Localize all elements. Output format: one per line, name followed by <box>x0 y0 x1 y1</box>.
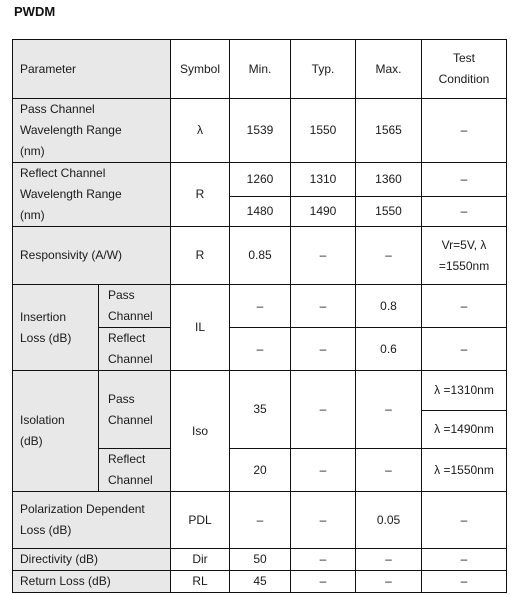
header-test-condition-line1: Test <box>452 51 475 65</box>
param-isolation <box>13 371 99 492</box>
symbol-cell: Iso <box>171 371 230 492</box>
table-row <box>13 99 507 163</box>
condition-cell: – <box>422 571 507 593</box>
spec-table <box>12 39 507 593</box>
param-line: Reflect Channel <box>20 166 106 180</box>
param-line: Insertion <box>20 309 67 324</box>
max-cell: 0.8 <box>356 285 422 328</box>
symbol-cell: λ <box>171 99 230 163</box>
header-row <box>13 40 507 99</box>
table-row <box>13 227 507 285</box>
condition-cell: λ =1490nm <box>422 411 507 449</box>
param-responsivity: Responsivity (A/W) <box>13 227 171 285</box>
header-test-condition-line2: Condition <box>438 72 490 86</box>
condition-line: =1550nm <box>438 258 490 273</box>
param-line: Wavelength Range <box>20 187 122 201</box>
sub-param-reflect-channel <box>99 328 171 371</box>
condition-cell: – <box>422 549 507 571</box>
param-line: Polarization Dependent <box>20 502 145 516</box>
param-directivity: Directivity (dB) <box>13 549 171 571</box>
sub-param-line: Channel <box>108 352 153 366</box>
min-cell: – <box>230 328 291 371</box>
max-cell: 1565 <box>356 99 422 163</box>
condition-cell: λ =1310nm <box>422 371 507 411</box>
typ-cell: 1550 <box>291 99 356 163</box>
max-cell: 1360 <box>356 163 422 197</box>
param-line: Loss (dB) <box>20 523 72 537</box>
symbol-cell: IL <box>171 285 230 371</box>
max-cell: 1550 <box>356 197 422 227</box>
condition-cell <box>422 227 507 285</box>
min-cell: 45 <box>230 571 291 593</box>
sub-param-line: Channel <box>108 309 153 323</box>
sub-param-line: Pass <box>108 391 135 406</box>
header-typ: Typ. <box>291 40 356 99</box>
header-test-condition <box>422 40 507 99</box>
typ-cell: 1310 <box>291 163 356 197</box>
header-max: Max. <box>356 40 422 99</box>
max-cell: – <box>356 227 422 285</box>
header-min: Min. <box>230 40 291 99</box>
min-cell: 0.85 <box>230 227 291 285</box>
condition-cell: – <box>422 197 507 227</box>
param-pass-channel-wavelength <box>13 99 171 163</box>
min-cell: 1480 <box>230 197 291 227</box>
min-cell: – <box>230 492 291 549</box>
symbol-cell: R <box>171 227 230 285</box>
sub-param-line: Reflect <box>108 452 146 466</box>
max-cell: – <box>356 571 422 593</box>
typ-cell: – <box>291 449 356 492</box>
condition-cell: – <box>422 492 507 549</box>
max-cell: – <box>356 549 422 571</box>
typ-cell: – <box>291 571 356 593</box>
condition-cell: – <box>422 328 507 371</box>
table-row <box>13 371 507 411</box>
sub-param-pass-channel <box>99 371 171 449</box>
min-cell: 20 <box>230 449 291 492</box>
table-row <box>13 492 507 549</box>
typ-cell: – <box>291 549 356 571</box>
condition-cell: – <box>422 285 507 328</box>
header-symbol: Symbol <box>171 40 230 99</box>
condition-cell: λ =1550nm <box>422 449 507 492</box>
symbol-cell: PDL <box>171 492 230 549</box>
typ-cell: – <box>291 328 356 371</box>
symbol-cell: R <box>171 163 230 227</box>
sub-param-line: Pass <box>108 288 135 302</box>
table-row <box>13 163 507 197</box>
param-line: (nm) <box>20 208 45 222</box>
min-cell: 50 <box>230 549 291 571</box>
param-line: (nm) <box>20 144 45 158</box>
typ-cell: 1490 <box>291 197 356 227</box>
max-cell: – <box>356 449 422 492</box>
min-cell: 1539 <box>230 99 291 163</box>
table-row <box>13 571 507 593</box>
typ-cell: – <box>291 371 356 449</box>
table-row <box>13 549 507 571</box>
sub-param-pass-channel <box>99 285 171 328</box>
min-cell: 1260 <box>230 163 291 197</box>
param-reflect-channel-wavelength <box>13 163 171 227</box>
sub-param-line: Channel <box>108 473 153 487</box>
param-return-loss: Return Loss (dB) <box>13 571 171 593</box>
max-cell: – <box>356 371 422 449</box>
min-cell: 35 <box>230 371 291 449</box>
param-line: Wavelength Range <box>20 123 122 137</box>
param-pdl <box>13 492 171 549</box>
sub-param-line: Channel <box>108 412 153 427</box>
sub-param-reflect-channel <box>99 449 171 492</box>
typ-cell: – <box>291 492 356 549</box>
condition-cell: – <box>422 99 507 163</box>
table-row <box>13 285 507 328</box>
param-line: Pass Channel <box>20 102 95 116</box>
symbol-cell: RL <box>171 571 230 593</box>
param-line: Loss (dB) <box>20 330 72 345</box>
symbol-cell: Dir <box>171 549 230 571</box>
param-insertion-loss <box>13 285 99 371</box>
min-cell: – <box>230 285 291 328</box>
header-parameter: Parameter <box>13 40 171 99</box>
typ-cell: – <box>291 227 356 285</box>
param-line: Isolation <box>20 413 65 427</box>
max-cell: 0.05 <box>356 492 422 549</box>
condition-line: Vr=5V, λ <box>441 237 487 252</box>
typ-cell: – <box>291 285 356 328</box>
param-line: (dB) <box>20 434 43 448</box>
sub-param-line: Reflect <box>108 331 146 345</box>
page-title: PWDM <box>14 4 56 19</box>
condition-cell: – <box>422 163 507 197</box>
max-cell: 0.6 <box>356 328 422 371</box>
